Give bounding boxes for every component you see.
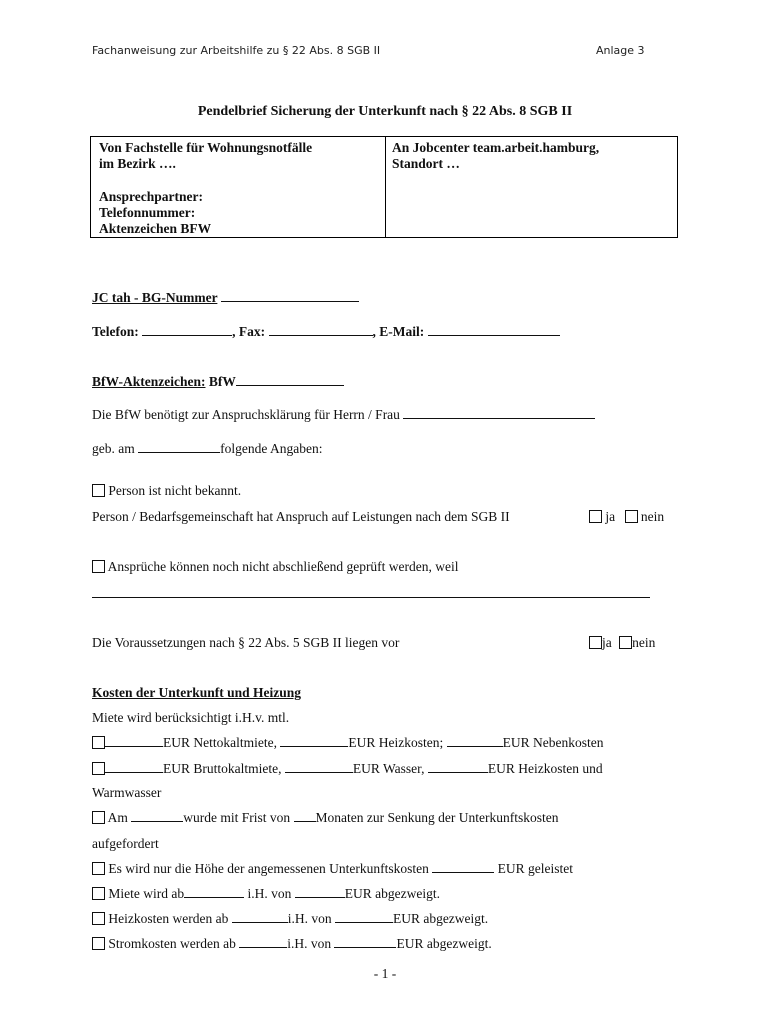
heating-cost-field[interactable] [280, 735, 348, 747]
costs-intro: Miete wird berücksichtigt i.H.v. mtl. [92, 710, 290, 725]
jc-bg-field[interactable] [221, 290, 359, 302]
conditions-text: Die Voraussetzungen nach § 22 Abs. 5 SGB II liegen vor [92, 635, 400, 650]
appropriate-costs-field[interactable] [432, 861, 494, 873]
cost-row-gross [92, 761, 603, 777]
pending-label: Ansprüche können noch nicht abschließend geprüft werden, weil [107, 559, 459, 574]
electricity-diversion-date-field[interactable] [239, 936, 287, 948]
unknown-label: Person ist nicht bekannt. [108, 483, 242, 498]
unknown-row [92, 483, 241, 499]
net-rent-checkbox[interactable] [92, 736, 105, 749]
deadline-checkbox[interactable] [92, 811, 105, 824]
header-right: Anlage 3 [596, 44, 645, 57]
rent-diversion-label: Miete wird ab [108, 886, 185, 901]
jc-email-label: , E-Mail: [372, 324, 425, 339]
address-box [90, 136, 678, 238]
box-divider [385, 137, 386, 237]
warm-water-label: Warmwasser [92, 785, 162, 800]
cost-row-net [92, 735, 603, 751]
request-row [92, 407, 595, 423]
deadline-months-field[interactable] [294, 810, 316, 822]
electricity-diversion-suffix: EUR abgezweigt. [396, 936, 492, 951]
heating-diversion-date-field[interactable] [232, 911, 288, 923]
entitled-no-label: nein [640, 509, 665, 524]
bfw-label: BfW-Aktenzeichen: [92, 374, 206, 389]
appropriate-costs-checkbox[interactable] [92, 862, 105, 875]
jc-phone-label: Telefon: [92, 324, 139, 339]
heating-water-label: EUR Heizkosten und [487, 761, 603, 776]
bfw-row [92, 374, 344, 390]
conditions-options [589, 635, 655, 651]
phone-label: Telefonnummer: [99, 205, 196, 220]
contact-label: Ansprechpartner: [99, 189, 203, 204]
request-text: Die BfW benötigt zur Anspruchsklärung für Herrn / Frau [92, 407, 400, 422]
rent-diversion-amount-field[interactable] [295, 886, 345, 898]
from-line1: Von Fachstelle für Wohnungsnotfälle [99, 140, 313, 155]
birth-row [92, 441, 322, 457]
jc-fax-label: , Fax: [232, 324, 266, 339]
from-block [99, 140, 312, 237]
heating-diversion-suffix: EUR abgezweigt. [392, 911, 489, 926]
jc-fax-field[interactable] [269, 324, 373, 336]
deadline-months-label: Monaten zur Senkung der Unterkunftskosten [315, 810, 559, 825]
electricity-diversion-row [92, 936, 492, 952]
to-block [392, 140, 599, 172]
water-cost-field[interactable] [285, 761, 353, 773]
gross-rent-checkbox[interactable] [92, 762, 105, 775]
electricity-diversion-amount-label: i.H. von [287, 936, 332, 951]
rent-diversion-suffix: EUR abgezweigt. [344, 886, 440, 901]
gross-rent-field[interactable] [105, 761, 163, 773]
deadline-date-label: Am [107, 810, 128, 825]
appropriate-costs-suffix: EUR geleistet [497, 861, 574, 876]
pending-row [92, 559, 459, 575]
file-number-label: Aktenzeichen BFW [99, 221, 212, 236]
deadline-row [92, 810, 558, 826]
pending-checkbox[interactable] [92, 560, 105, 573]
document-title: Pendelbrief Sicherung der Unterkunft nach § 22 Abs. 8 SGB II [197, 104, 573, 119]
costs-heading: Kosten der Unterkunft und Heizung [92, 685, 302, 700]
heating-diversion-label: Heizkosten werden ab [108, 911, 229, 926]
entitled-text: Person / Bedarfsgemeinschaft hat Anspruch auf Leistungen nach dem SGB II [92, 509, 510, 524]
jc-email-field[interactable] [428, 324, 560, 336]
gross-rent-label: EUR Bruttokaltmiete, [163, 761, 282, 776]
person-name-field[interactable] [403, 407, 595, 419]
heating-cost-label: EUR Heizkosten; [348, 735, 444, 750]
to-line1: An Jobcenter team.arbeit.hamburg, [392, 140, 600, 155]
pending-reason-line[interactable] [92, 597, 650, 598]
electricity-diversion-checkbox[interactable] [92, 937, 105, 950]
deadline-date-field[interactable] [131, 810, 183, 822]
heating-diversion-amount-field[interactable] [335, 911, 393, 923]
conditions-no-label: nein [632, 635, 656, 650]
appropriate-costs-row [92, 861, 573, 877]
jc-phone-field[interactable] [142, 324, 232, 336]
net-rent-label: EUR Nettokaltmiete, [163, 735, 277, 750]
appropriate-costs-label: Es wird nur die Höhe der angemessenen Unterkunftskosten [108, 861, 429, 876]
entitled-yes-checkbox[interactable] [589, 510, 602, 523]
electricity-diversion-label: Stromkosten werden ab [108, 936, 236, 951]
electricity-diversion-amount-field[interactable] [334, 936, 396, 948]
deadline-period-label: wurde mit Frist von [183, 810, 291, 825]
born-prefix: geb. am [92, 441, 135, 456]
jc-contact-row [92, 324, 560, 340]
entitled-options [589, 509, 664, 525]
header-left: Fachanweisung zur Arbeitshilfe zu § 22 Abs. 8 SGB II [92, 44, 381, 57]
page-number: - 1 - [373, 966, 397, 981]
heating-diversion-checkbox[interactable] [92, 912, 105, 925]
bfw-prefix: BfW [208, 374, 236, 389]
entitled-no-checkbox[interactable] [625, 510, 638, 523]
water-cost-label: EUR Wasser, [352, 761, 425, 776]
entitled-yes-label: ja [605, 509, 616, 524]
rent-diversion-checkbox[interactable] [92, 887, 105, 900]
bfw-number-field[interactable] [236, 374, 344, 386]
net-rent-field[interactable] [105, 735, 163, 747]
to-line2: Standort … [392, 156, 460, 171]
conditions-yes-label: ja [602, 635, 612, 650]
from-line2: im Bezirk …. [99, 156, 176, 171]
rent-diversion-date-field[interactable] [184, 886, 244, 898]
birth-date-field[interactable] [138, 441, 220, 453]
side-cost-field[interactable] [447, 735, 503, 747]
unknown-checkbox[interactable] [92, 484, 105, 497]
jc-bg-row [92, 290, 359, 306]
heating-diversion-row [92, 911, 488, 927]
heating-diversion-amount-label: i.H. von [287, 911, 332, 926]
born-suffix: folgende Angaben: [220, 441, 323, 456]
side-cost-label: EUR Nebenkosten [502, 735, 604, 750]
deadline-continuation: aufgefordert [92, 836, 159, 851]
rent-diversion-amount-label: i.H. von [247, 886, 292, 901]
conditions-no-checkbox[interactable] [619, 636, 632, 649]
conditions-yes-checkbox[interactable] [589, 636, 602, 649]
jc-bg-label: JC tah - BG-Nummer [92, 290, 218, 305]
rent-diversion-row [92, 886, 440, 902]
heating-water-field[interactable] [428, 761, 488, 773]
